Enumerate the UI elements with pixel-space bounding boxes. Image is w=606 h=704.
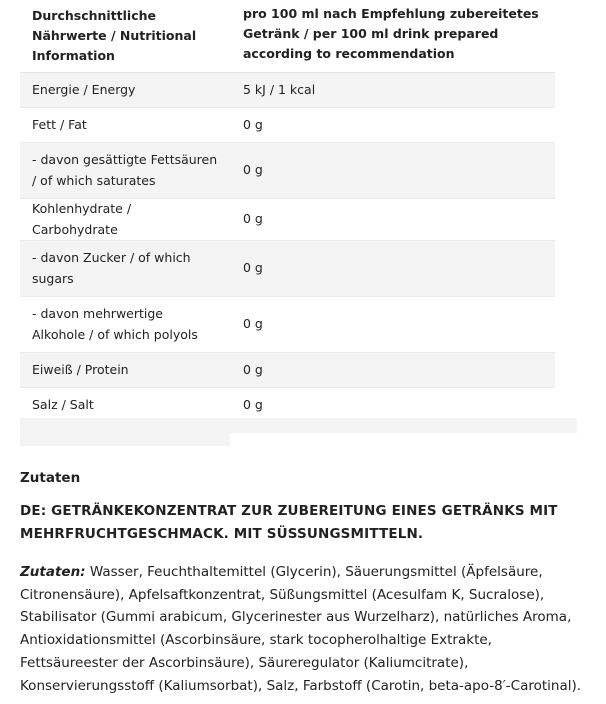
ingredients-text: Wasser, Feuchthaltemittel (Glycerin), Säuerungsmittel (Äpfelsäure, Citronensäure), Apfelsaftkonzentrat, Süßungsmittel (Acesulfam K, Sucralose), Stabilisator (Gummi arabicum, Glycerinester aus Wurzelharz), natürliches Aroma, Antioxidationsmittel (Ascorbinsäure, stark tocopherolhaltige Extrakte, Fettsäureester der Ascorbinsäure), Säureregulator (Kaliumcitrate), Konservierungsstoff (Kaliumsorbat), Salz, Farbstoff (Carotin, beta-apo-8′-Carotinal). <box>20 564 582 694</box>
table-row <box>20 353 555 388</box>
row-label: Energie / Energy <box>20 73 231 108</box>
row-value: 5 kJ / 1 kcal <box>231 73 555 108</box>
row-value: 0 g <box>231 353 555 388</box>
header-per-100ml: pro 100 ml nach Empfehlung zubereitetes Getränk / per 100 ml drink prepared according to recommendation <box>231 0 555 73</box>
nutrition-table <box>20 0 555 423</box>
ingredients-paragraph <box>20 561 585 697</box>
row-label: Fett / Fat <box>20 108 231 143</box>
table-row <box>20 297 555 353</box>
table-row <box>20 73 555 108</box>
table-footer-strip <box>20 433 230 446</box>
row-label: - davon mehrwertige Alkohole / of which polyols <box>20 297 231 353</box>
row-label: Salz / Salt <box>20 388 231 423</box>
table-row <box>20 241 555 297</box>
table-row <box>20 108 555 143</box>
row-label: Kohlenhydrate / Carbohydrate <box>20 199 231 241</box>
row-value: 0 g <box>231 388 555 423</box>
ingredients-label: Zutaten: <box>20 564 86 580</box>
row-value: 0 g <box>231 143 555 199</box>
row-label: Eiweiß / Protein <box>20 353 231 388</box>
table-header-row <box>20 0 555 73</box>
header-nutritional-info: Durchschnittliche Nährwerte / Nutritional Information <box>20 0 231 73</box>
table-scrollbar-track <box>20 418 577 433</box>
table-row <box>20 143 555 199</box>
row-label: - davon gesättigte Fettsäuren / of which saturates <box>20 143 231 199</box>
row-value: 0 g <box>231 241 555 297</box>
row-label: - davon Zucker / of which sugars <box>20 241 231 297</box>
row-value: 0 g <box>231 297 555 353</box>
zutaten-heading: Zutaten <box>20 470 81 486</box>
row-value: 0 g <box>231 108 555 143</box>
row-value: 0 g <box>231 199 555 241</box>
table-row <box>20 199 555 241</box>
product-declaration: DE: GETRÄNKEKONZENTRAT ZUR ZUBEREITUNG EINES GETRÄNKS MIT MEHRFRUCHTGESCHMACK. MIT SÜSSUNGSMITTELN. <box>20 503 558 542</box>
nutrition-table-container <box>20 0 555 423</box>
